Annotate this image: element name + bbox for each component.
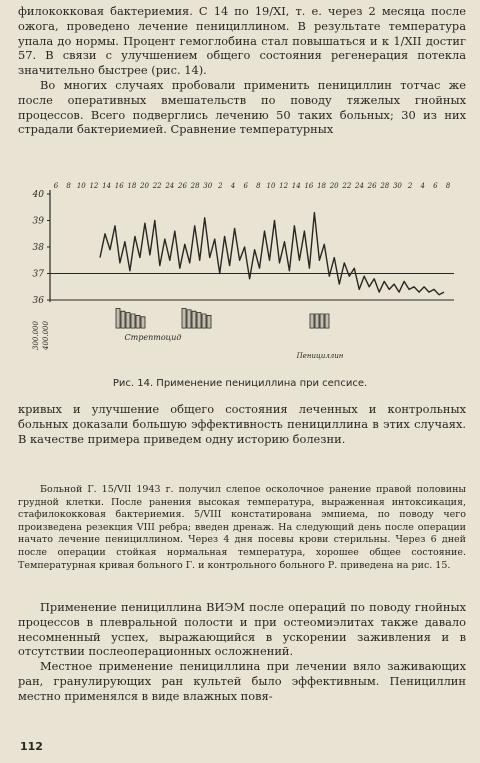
y-tick-label: 37 bbox=[32, 269, 44, 280]
x-tick-label: 12 bbox=[279, 182, 289, 190]
paragraph: кривых и улучшение общего состояния леченных и контрольных больных доказали большую эффективность пенициллина в этих случаях. В качестве примера приведем одну историю болезни. bbox=[18, 402, 466, 446]
paragraph: Применение пенициллина ВИЭМ после операций по поводу гнойных процессов в плевральной полости и при остеомиэлитах также давало несомненный успех, выражающийся в ускорении заживления и в отсутствии послеоперационных осложнений. bbox=[18, 600, 466, 659]
x-tick-label: 24 bbox=[355, 182, 364, 190]
x-tick-label: 12 bbox=[89, 182, 99, 190]
text-block-bottom bbox=[18, 600, 466, 704]
text-block-top bbox=[18, 4, 466, 137]
x-tick-label: 18 bbox=[127, 182, 137, 190]
x-tick-label: 4 bbox=[420, 182, 425, 190]
x-tick-label: 16 bbox=[304, 182, 314, 190]
temperature-series-line bbox=[100, 213, 444, 295]
text-block-middle bbox=[18, 402, 466, 446]
page-number: 112 bbox=[20, 740, 43, 753]
x-tick-label: 14 bbox=[291, 182, 301, 190]
x-tick-label: 6 bbox=[53, 182, 59, 190]
bar bbox=[141, 317, 145, 328]
x-tick-label: 20 bbox=[140, 182, 149, 190]
x-tick-label: 10 bbox=[76, 182, 86, 190]
chart-svg bbox=[28, 180, 468, 370]
x-tick-label: 24 bbox=[165, 182, 175, 190]
x-tick-label: 22 bbox=[342, 182, 352, 190]
x-tick-label: 2 bbox=[407, 182, 413, 190]
x-tick-label: 26 bbox=[367, 182, 377, 190]
bar bbox=[192, 311, 196, 328]
temperature-chart bbox=[28, 180, 468, 370]
x-tick-label: 6 bbox=[243, 182, 248, 190]
x-tick-label: 18 bbox=[317, 182, 327, 190]
x-tick-label: 4 bbox=[230, 182, 236, 190]
paragraph: Местное применение пенициллина при лечении вяло заживающих ран, гранулирующих ран культей было эффективным. Пенициллин местно применялся в виде влажных повя- bbox=[18, 659, 466, 703]
bar-group-label: Стрептоцид bbox=[124, 333, 182, 342]
x-tick-label: 8 bbox=[445, 182, 451, 190]
paragraph: Во многих случаях пробовали применить пенициллин тотчас же после оперативных вмешательств по поводу тяжелых гнойных процессов. Всего подверглись лечению 50 таких больных; 30 из них страдали бактериемией. Сравнение температурных bbox=[18, 77, 466, 137]
x-tick-label: 16 bbox=[114, 182, 124, 190]
side-label: 400.000 bbox=[42, 321, 50, 350]
x-tick-label: 20 bbox=[329, 182, 339, 190]
paragraph: филококковая бактериемия. С 14 по 19/XI, т. е. через 2 месяца после ожога, проведено лечение пенициллином. В результате температура упала до нормы. Процент гемоглобина стал повышаться и к 1/XII достиг 57. В связи с улучшением общего состояния регенерация потекла значительно быстрее (рис. 14). bbox=[18, 4, 466, 78]
bar bbox=[187, 310, 191, 328]
y-tick-label: 39 bbox=[32, 216, 44, 227]
x-tick-label: 8 bbox=[66, 182, 71, 190]
y-tick-label: 38 bbox=[32, 243, 44, 253]
x-tick-label: 30 bbox=[392, 182, 402, 190]
bar bbox=[126, 313, 130, 328]
bar-group-label: Пенициллин bbox=[296, 352, 344, 360]
y-tick-label: 36 bbox=[32, 296, 44, 306]
x-tick-label: 2 bbox=[218, 182, 223, 190]
x-tick-label: 8 bbox=[256, 182, 261, 190]
case-history bbox=[18, 484, 466, 572]
x-tick-label: 26 bbox=[177, 182, 187, 190]
x-tick-label: 14 bbox=[102, 182, 112, 190]
x-tick-label: 28 bbox=[380, 182, 390, 190]
x-tick-label: 22 bbox=[152, 182, 162, 190]
x-tick-label: 28 bbox=[190, 182, 200, 190]
x-tick-label: 10 bbox=[266, 182, 276, 190]
side-label: 300.000 bbox=[32, 321, 40, 350]
y-tick-label: 40 bbox=[32, 190, 44, 200]
paragraph: Больной Г. 15/VII 1943 г. получил слепое осколочное ранение правой половины грудной клетки. После ранения высокая температура, выраженная интоксикация, стафилококковая бактериемия. 5/VIII констатирована эмпиема, по поводу чего произведена резекция VIII ребра; введен дренаж. На следующий день после операции начато лечение пенициллином. Через 4 дня посевы крови стерильны. Через 6 дней после операции стойкая нормальная температура, хорошее общее состояние. Температурная кривая больного Г. и контрольного больного Р. приведена на рис. 15. bbox=[18, 484, 466, 571]
x-tick-label: 30 bbox=[203, 182, 213, 190]
x-tick-label: 6 bbox=[433, 182, 438, 190]
bar bbox=[116, 308, 120, 328]
bar bbox=[182, 308, 186, 328]
bar bbox=[197, 313, 201, 328]
figure-caption: Рис. 14. Применение пенициллина при сепсисе. bbox=[112, 378, 368, 389]
bar bbox=[121, 311, 125, 328]
